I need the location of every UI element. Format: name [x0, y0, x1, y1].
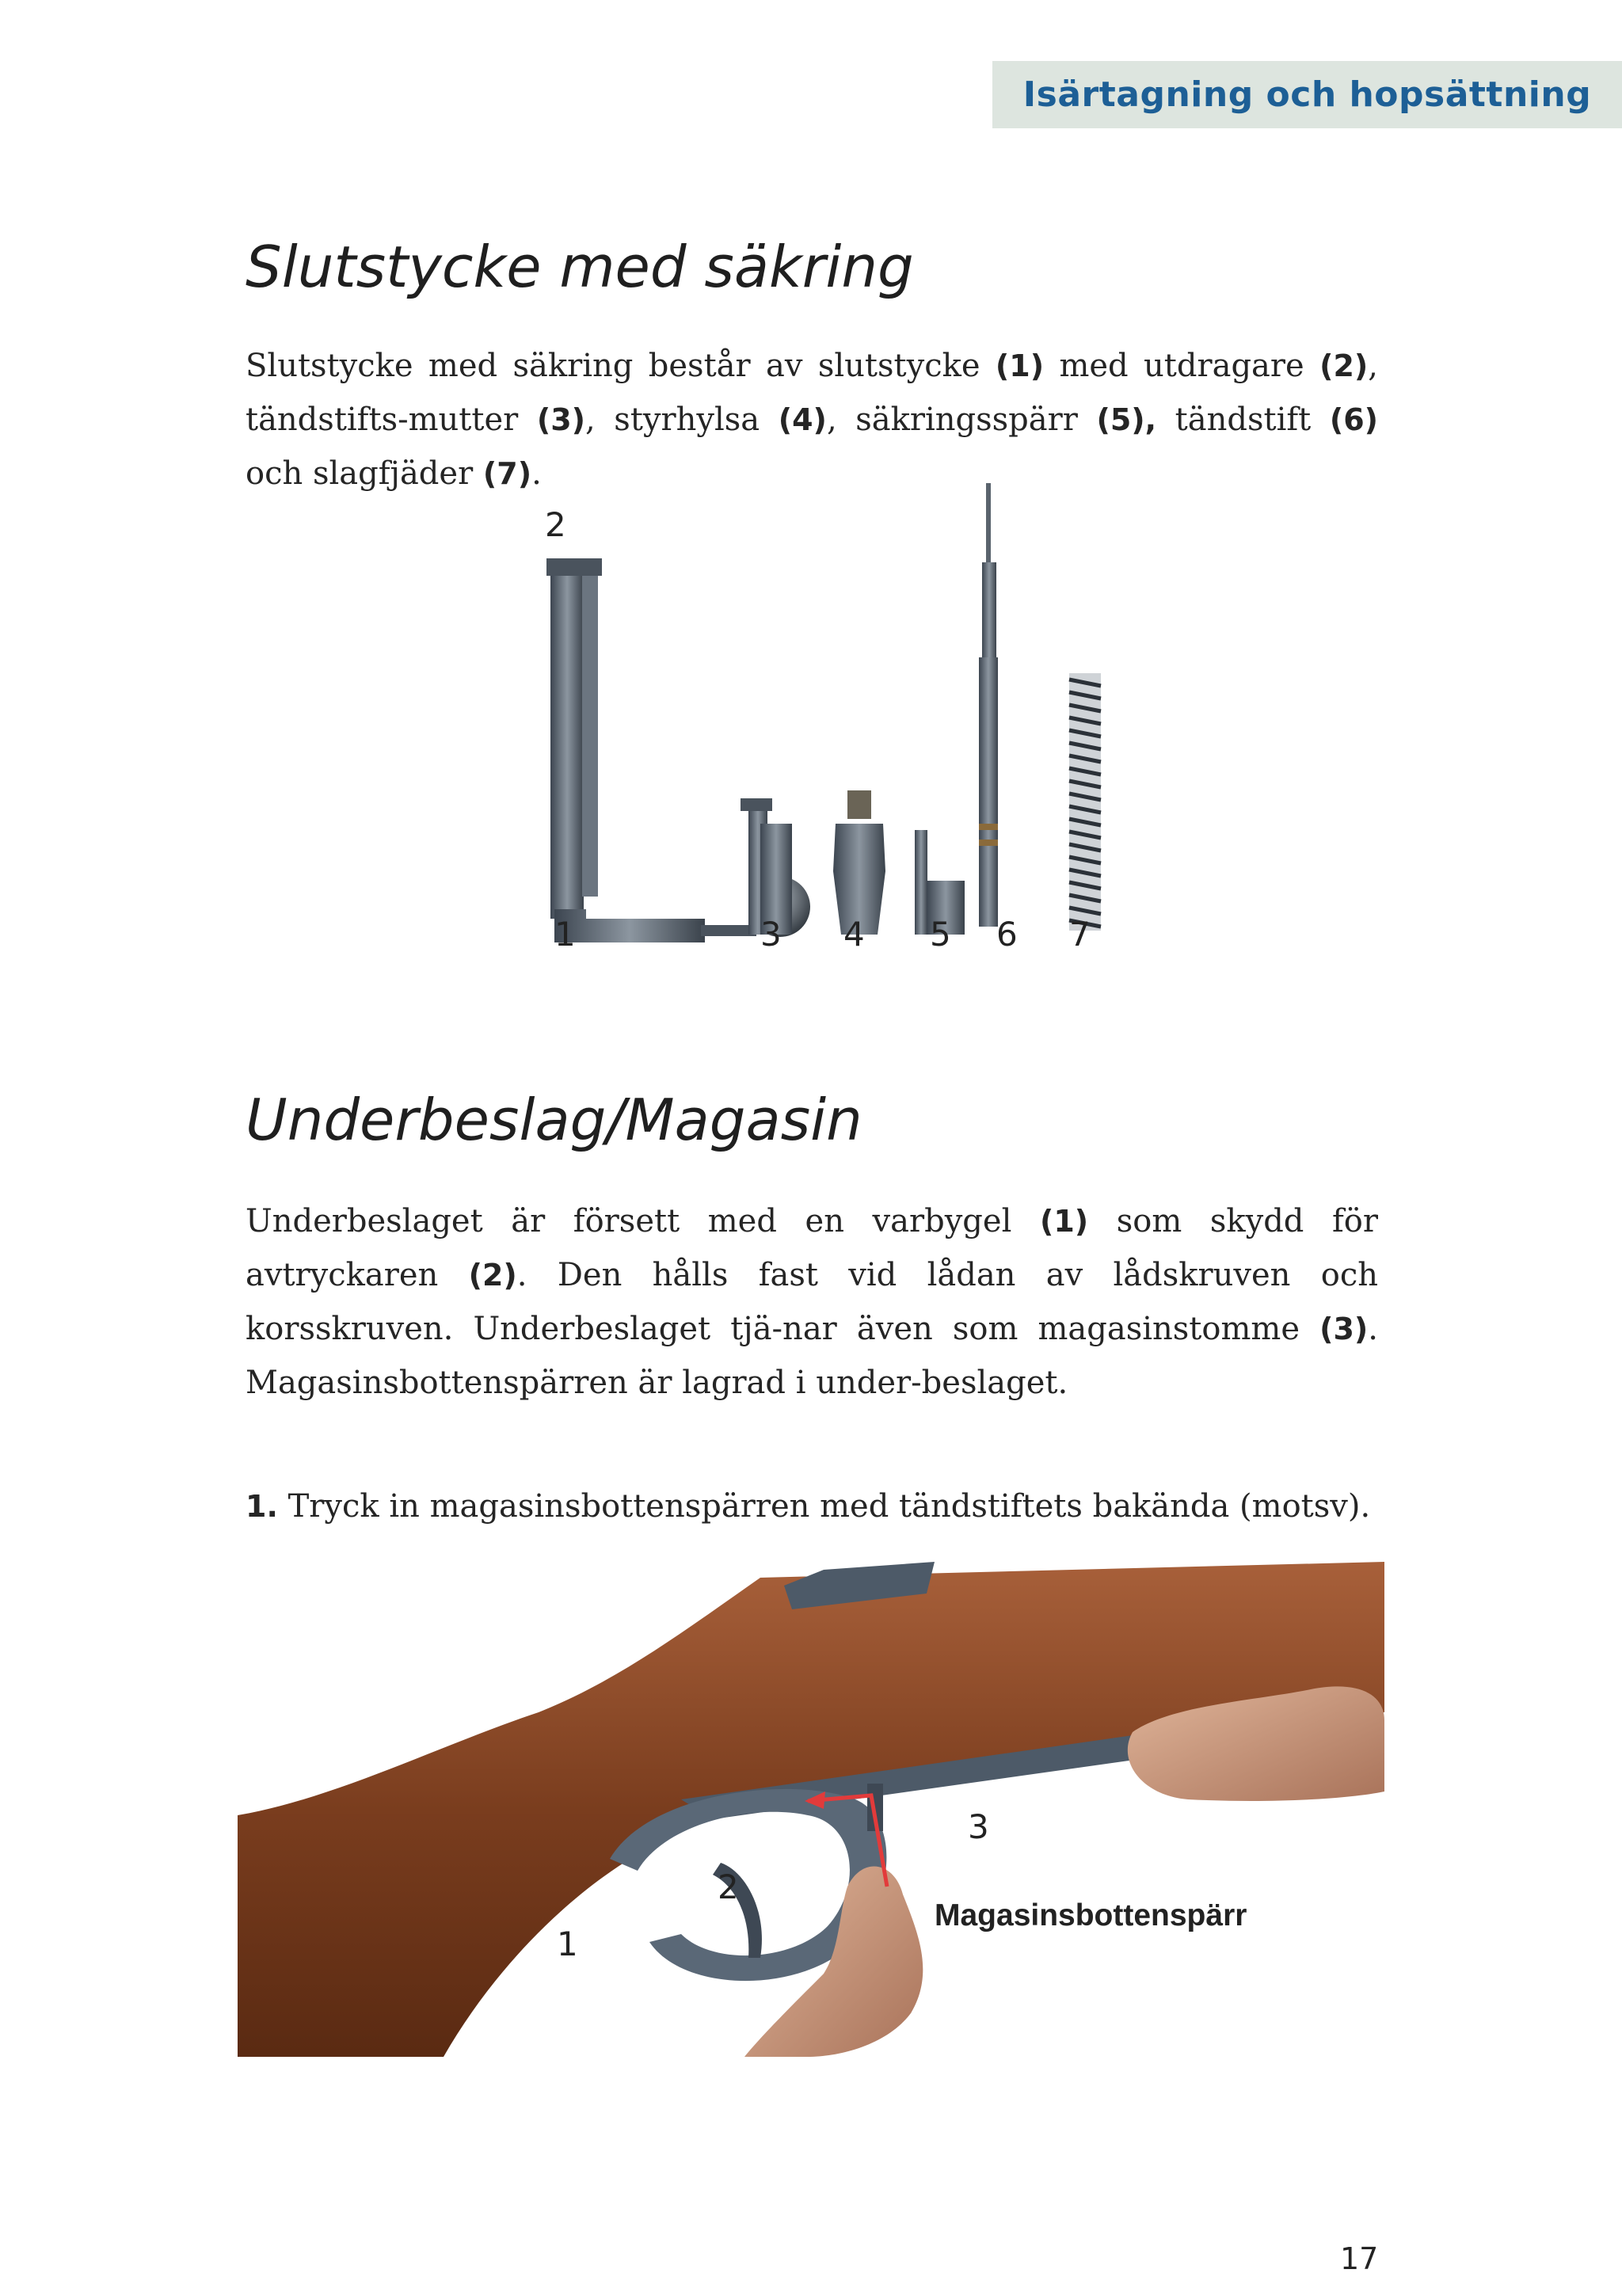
- step-number: 1.: [246, 1489, 278, 1524]
- callout-magasinsbottensparr: Magasinsbottenspärr: [935, 1898, 1247, 1932]
- figure-label-2: 2: [545, 505, 566, 544]
- firing-spring: [1069, 673, 1101, 931]
- heading-underbeslag: Underbeslag/Magasin: [246, 1087, 862, 1153]
- figure-label-5: 5: [930, 915, 951, 954]
- rifle-label-2: 2: [718, 1868, 739, 1906]
- step-1-instruction: [246, 1479, 1378, 1533]
- section-header-tab: [992, 61, 1622, 128]
- rifle-label-3: 3: [968, 1807, 989, 1846]
- bolt-parts-photo: [507, 475, 1125, 982]
- figure-label-6: 6: [996, 915, 1018, 954]
- rifle-label-1: 1: [557, 1925, 578, 1963]
- bolt-parts-illustration: [507, 475, 1125, 982]
- figure-label-1: 1: [554, 915, 576, 954]
- rifle-trigger-guard-photo: [238, 1562, 1384, 2057]
- rifle-illustration: [238, 1562, 1384, 2057]
- heading-slutstycke: Slutstycke med säkring: [246, 234, 914, 300]
- section-header-title: Isärtagning och hopsättning: [1022, 74, 1592, 115]
- step-text: Tryck in magasinsbottenspärren med tändstiftets bakända (motsv).: [277, 1488, 1371, 1525]
- figure-label-7: 7: [1069, 915, 1091, 954]
- paragraph-underbeslag: Underbeslaget är försett med en varbygel (1) som skydd för avtryckaren (2). Den hålls fast vid lådan av lådskruven och korsskruven. Underbeslaget tjä-nar även som magasinstomme (3). Magasinsbottenspärren är lagrad i under-beslaget.: [246, 1203, 1379, 1401]
- figure-label-3: 3: [760, 915, 782, 954]
- cocking-piece: [833, 790, 885, 935]
- paragraph-slutstycke: Slutstycke med säkring består av slutstycke (1) med utdragare (2), tändstifts-mutter (3), styrhylsa (4), säkringsspärr (5), tändstift (6) och slagfjäder (7).: [246, 348, 1379, 492]
- page-number: 17: [1340, 2241, 1379, 2276]
- firing-pin: [979, 483, 998, 927]
- figure-label-4: 4: [843, 915, 865, 954]
